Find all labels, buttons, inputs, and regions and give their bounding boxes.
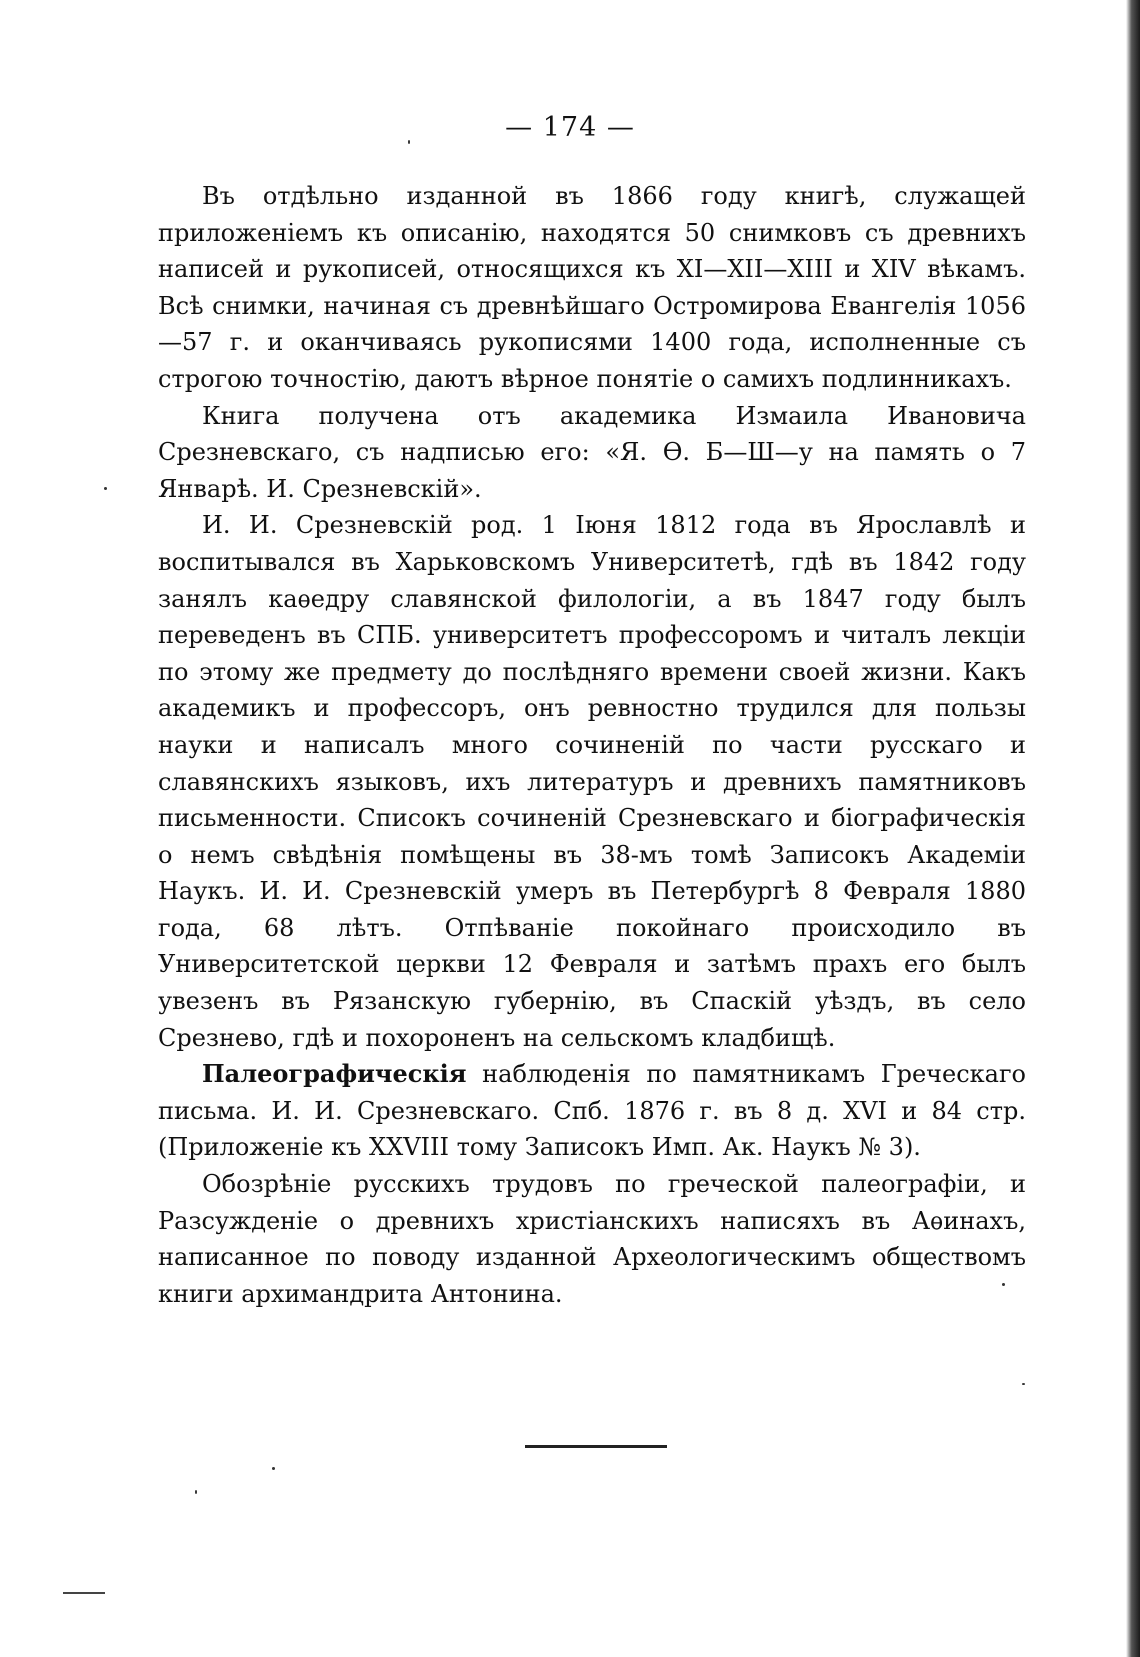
paragraph-sreznevsky-biography: И. И. Срезневскій род. 1 Іюня 1812 года въ Ярославлѣ и воспитывался въ Харьковскомъ Университетѣ, гдѣ въ 1842 году занялъ каѳедру славянской филологіи, а въ 1847 году былъ переведенъ въ СПБ. университетъ профессоромъ и читалъ лекціи по этому же предмету до послѣдняго времени своей жизни. Какъ академикъ и профессоръ, онъ ревностно трудился для пользы науки и написалъ много сочиненій по части русскаго и славянскихъ языковъ, ихъ литературъ и древнихъ памятниковъ письменности. Списокъ сочиненій Срезневскаго и біографическія о немъ свѣдѣнія помѣщены въ 38-мъ томѣ Записокъ Академіи Наукъ. И. И. Срезневскій умеръ въ Петербургѣ 8 Февраля 1880 года, 68 лѣтъ. Отпѣваніе покойнаго происходило въ Университетской церкви 12 Февраля и затѣмъ прахъ его былъ увезенъ въ Рязанскую губернію, въ Спаскій уѣздъ, въ село Срезнево, гдѣ и похороненъ на сельскомъ кладбищѣ. [158,511,1026,1052]
end-divider-rule [525,1445,667,1448]
scan-mark [63,1592,105,1594]
paragraph-book-inscription: Книга получена отъ академика Измаила Ивановича Срезневскаго, съ надписью его: «Я. Ѳ. Б—Ш—у на память о 7 Январѣ. И. Срезневскій». [158,401,1026,503]
scan-speck [272,1467,275,1470]
body-text [158,178,1026,1312]
scan-speck [408,140,410,144]
scan-speck [1022,1383,1025,1385]
page-number: — 174 — [505,112,635,143]
bold-title-lead: Палеографическія [202,1059,467,1089]
scan-edge-shadow [1126,0,1140,1657]
paragraph-paleographic-rest: наблюденія по памятникамъ Греческаго письма. И. И. Срезневскаго. Спб. 1876 г. въ 8 д. XVI и 84 стр. (Приложеніе къ XXVIII тому Записокъ Имп. Ак. Наукъ № 3). [158,1060,1026,1162]
paragraph-paleographic-observations [158,1056,1026,1166]
scan-speck [195,1490,197,1494]
paragraph-album-description: Въ отдѣльно изданной въ 1866 году книгѣ, служащей приложеніемъ къ описанію, находятся 50 снимковъ съ древнихъ написей и рукописей, относящихся къ XI—XII—XIII и XIV вѣкамъ. Всѣ снимки, начиная съ древнѣйшаго Остромирова Евангелія 1056—57 г. и оканчиваясь рукописями 1400 года, исполненные съ строгою точностію, даютъ вѣрное понятіе о самихъ подлинникахъ. [158,182,1026,393]
paragraph-review-of-works: Обозрѣніе русскихъ трудовъ по греческой палеографіи, и Разсужденіе о древнихъ христіанскихъ написяхъ въ Аѳинахъ, написанное по поводу изданной Археологическимъ обществомъ книги архимандрита Антонина. [158,1170,1026,1308]
scan-speck [104,487,107,490]
scan-speck [1002,1283,1005,1286]
